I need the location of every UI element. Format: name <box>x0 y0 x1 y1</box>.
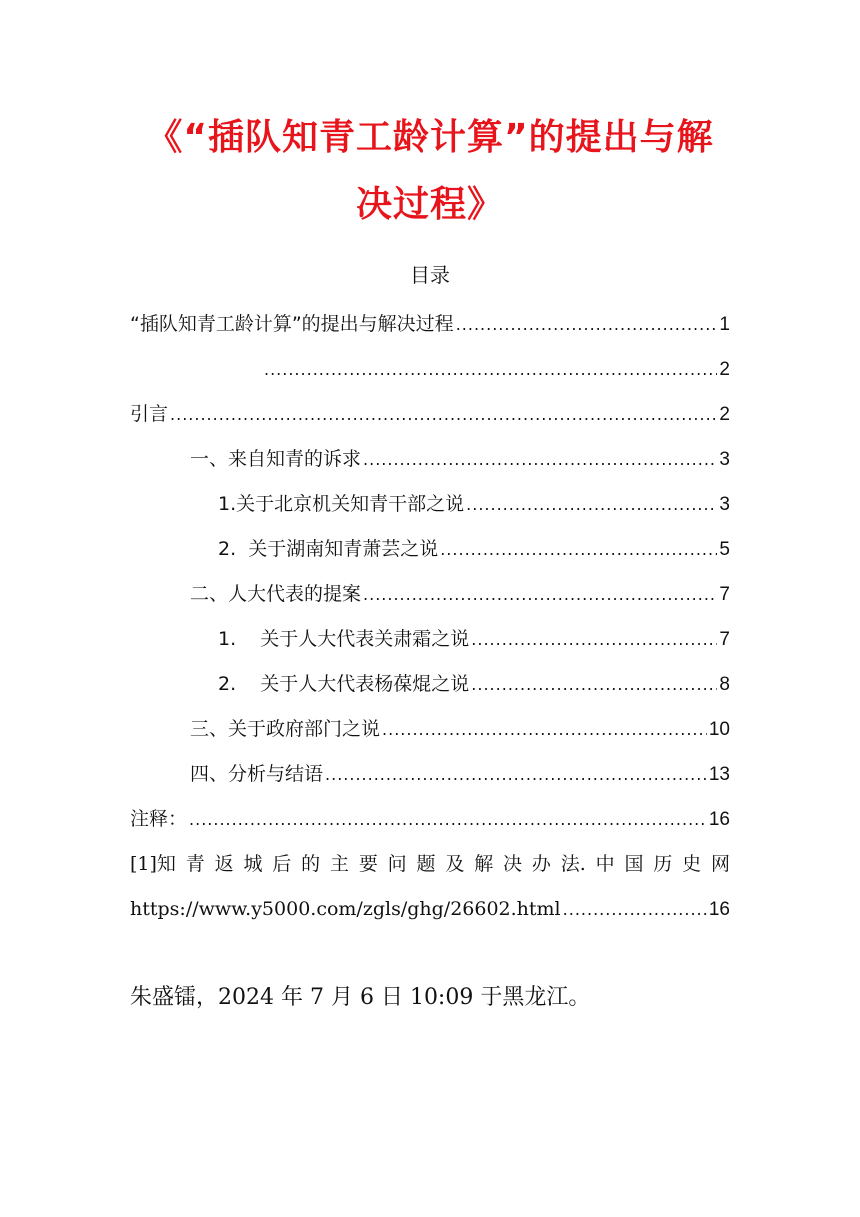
toc-entry-page: 1 <box>719 314 730 335</box>
toc-entry-label: “插队知青工龄计算”的提出与解决过程 <box>130 313 454 335</box>
toc-leader-dots <box>363 572 717 617</box>
toc-heading: 目录 <box>410 263 450 287</box>
toc-entry-reference-url[interactable] <box>130 887 730 932</box>
reference-title-char: 解 <box>474 853 494 875</box>
reference-title-char: 后 <box>272 853 292 875</box>
reference-title-char: [1]知 <box>130 853 176 875</box>
toc-entry-label: 四、分析与结语 <box>190 763 324 785</box>
toc-entry-label: 1. 关于人大代表关肃霜之说 <box>218 628 470 650</box>
toc-entry-label: 2. 关于湖南知青萧芸之说 <box>218 538 439 560</box>
toc-entry[interactable] <box>130 797 730 842</box>
reference-url[interactable]: https://www.y5000.com/zgls/ghg/26602.html <box>130 898 561 920</box>
toc-leader-dots <box>456 302 718 347</box>
toc-leader-dots <box>170 392 717 437</box>
toc-entry[interactable] <box>130 347 730 392</box>
toc-leader-dots <box>189 797 707 842</box>
reference-title-line[interactable] <box>130 842 730 887</box>
toc-entry-page: 5 <box>719 539 730 560</box>
toc-leader-dots <box>466 482 717 527</box>
toc-entry-label: 1.关于北京机关知青干部之说 <box>218 493 465 515</box>
toc-leader-dots <box>471 662 717 707</box>
toc-entry[interactable] <box>130 752 730 797</box>
toc-entry-page: 16 <box>708 899 730 920</box>
author-signature-line: 朱盛镭，2024 年 7 月 6 日 10:09 于黑龙江。 <box>130 985 591 1010</box>
title-line-1: 《“插队知青工龄计算”的提出与解 <box>146 117 714 158</box>
title-line-2: 决过程》 <box>355 184 504 225</box>
toc-entry-page: 16 <box>708 809 730 830</box>
toc-entry-page: 7 <box>719 629 730 650</box>
toc-entry-label: 三、关于政府部门之说 <box>190 718 381 740</box>
toc-leader-dots <box>440 527 717 572</box>
toc-leader-dots <box>264 347 717 392</box>
toc-entry[interactable] <box>130 527 730 572</box>
toc-entry[interactable] <box>130 707 730 752</box>
reference-title-char: 国 <box>624 853 644 875</box>
toc-entry-page: 2 <box>719 404 730 425</box>
toc-entry[interactable] <box>130 392 730 437</box>
toc-entry-label: 二、人大代表的提案 <box>190 583 362 605</box>
reference-title-char: 青 <box>185 853 205 875</box>
reference-title-char: 城 <box>243 853 263 875</box>
toc-entry-page: 7 <box>719 584 730 605</box>
reference-title-char: 及 <box>445 853 465 875</box>
toc-entry-label: 一、来自知青的诉求 <box>190 448 362 470</box>
toc-entry[interactable] <box>130 617 730 662</box>
toc-entry-page: 13 <box>708 764 730 785</box>
reference-title-char: 决 <box>503 853 523 875</box>
toc-entry-page: 8 <box>719 674 730 695</box>
toc-leader-dots <box>325 752 707 797</box>
reference-title-char: 返 <box>214 853 234 875</box>
toc-entry[interactable] <box>130 572 730 617</box>
reference-title-char: 历 <box>653 853 673 875</box>
reference-title-char: 办 <box>531 853 551 875</box>
reference-title-char: 要 <box>358 853 378 875</box>
toc-entry-page: 2 <box>719 359 730 380</box>
reference-title-char: 问 <box>387 853 407 875</box>
table-of-contents <box>130 302 730 932</box>
reference-title-char: 中 <box>595 853 615 875</box>
toc-leader-dots <box>471 617 717 662</box>
reference-title-char: 法. <box>560 853 586 875</box>
reference-title-char: 题 <box>416 853 436 875</box>
reference-title-char: 史 <box>682 853 702 875</box>
toc-entry-page: 3 <box>719 449 730 470</box>
toc-leader-dots <box>363 437 717 482</box>
toc-leader-dots <box>563 887 707 932</box>
reference-title-char: 主 <box>329 853 349 875</box>
toc-leader-dots <box>382 707 707 752</box>
toc-entry-page: 3 <box>719 494 730 515</box>
toc-entry[interactable] <box>130 302 730 347</box>
toc-entry[interactable] <box>130 662 730 707</box>
toc-entry-label: 2. 关于人大代表杨葆焜之说 <box>218 673 470 695</box>
toc-entry-label: 引言 <box>130 403 169 425</box>
reference-title-char: 的 <box>301 853 321 875</box>
document-title <box>110 104 750 238</box>
reference-title-char: 网 <box>710 853 730 875</box>
toc-entry[interactable] <box>130 437 730 482</box>
toc-entry-page: 10 <box>708 719 730 740</box>
toc-entry[interactable] <box>130 482 730 527</box>
toc-entry-label: 注释： <box>130 808 188 830</box>
